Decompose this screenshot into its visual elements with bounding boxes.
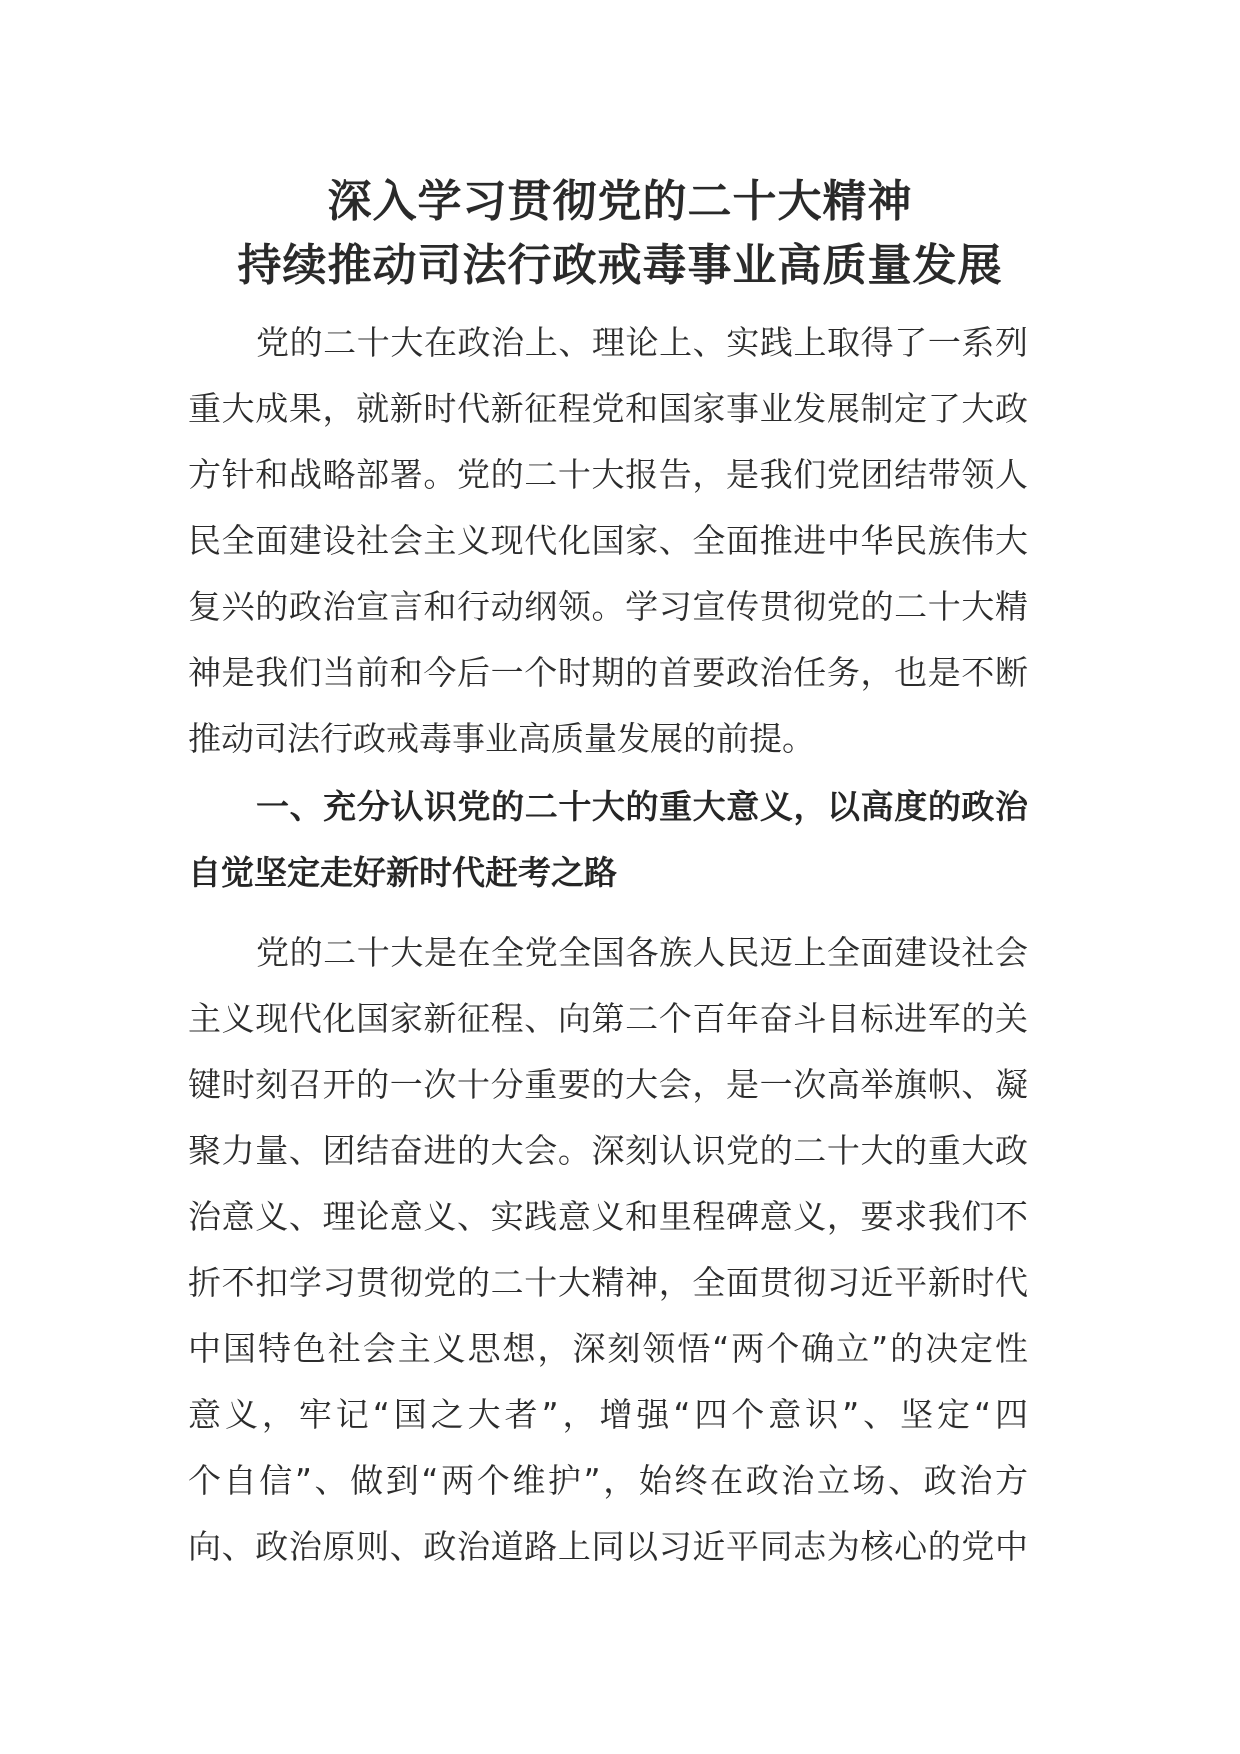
paragraph-line: 治意义、理论意义、实践意义和里程碑意义，要求我们不 [188, 1197, 1028, 1236]
paragraph-line: 向、政治原则、政治道路上同以习近平同志为核心的党中 [188, 1527, 1028, 1566]
document-title-line-1: 深入学习贯彻党的二十大精神 [327, 176, 913, 227]
paragraph-line: 中国特色社会主义思想，深刻领悟“两个确立”的决定性 [188, 1329, 1028, 1368]
paragraph-line: 意义，牢记“国之大者”，增强“四个意识”、坚定“四 [188, 1395, 1028, 1434]
paragraph-line: 主义现代化国家新征程、向第二个百年奋斗目标进军的关 [188, 999, 1028, 1038]
paragraph-line: 折不扣学习贯彻党的二十大精神，全面贯彻习近平新时代 [188, 1263, 1028, 1302]
body-paragraph-2 [188, 920, 1028, 1580]
paragraph-line: 个自信”、做到“两个维护”，始终在政治立场、政治方 [188, 1461, 1028, 1500]
paragraph-line: 党的二十大在政治上、理论上、实践上取得了一系列 [256, 323, 1028, 362]
paragraph-line: 聚力量、团结奋进的大会。深刻认识党的二十大的重大政 [188, 1131, 1028, 1170]
section-heading-1 [188, 774, 1028, 906]
paragraph-line: 民全面建设社会主义现代化国家、全面推进中华民族伟大 [188, 521, 1028, 560]
paragraph-line: 复兴的政治宣言和行动纲领。学习宣传贯彻党的二十大精 [188, 587, 1028, 626]
heading-line: 一、充分认识党的二十大的重大意义，以高度的政治 [256, 787, 1028, 826]
paragraph-line: 党的二十大是在全党全国各族人民迈上全面建设社会 [256, 933, 1028, 972]
paragraph-line: 键时刻召开的一次十分重要的大会，是一次高举旗帜、凝 [188, 1065, 1028, 1104]
paragraph-line: 神是我们当前和今后一个时期的首要政治任务，也是不断 [188, 653, 1028, 692]
document-title-line-2: 持续推动司法行政戒毒事业高质量发展 [237, 240, 1003, 291]
paragraph-line: 推动司法行政戒毒事业高质量发展的前提。 [188, 719, 815, 758]
body-paragraph-1 [188, 310, 1028, 772]
paragraph-line: 重大成果，就新时代新征程党和国家事业发展制定了大政 [188, 389, 1028, 428]
heading-line: 自觉坚定走好新时代赶考之路 [188, 853, 617, 892]
paragraph-line: 方针和战略部署。党的二十大报告，是我们党团结带领人 [188, 455, 1028, 494]
